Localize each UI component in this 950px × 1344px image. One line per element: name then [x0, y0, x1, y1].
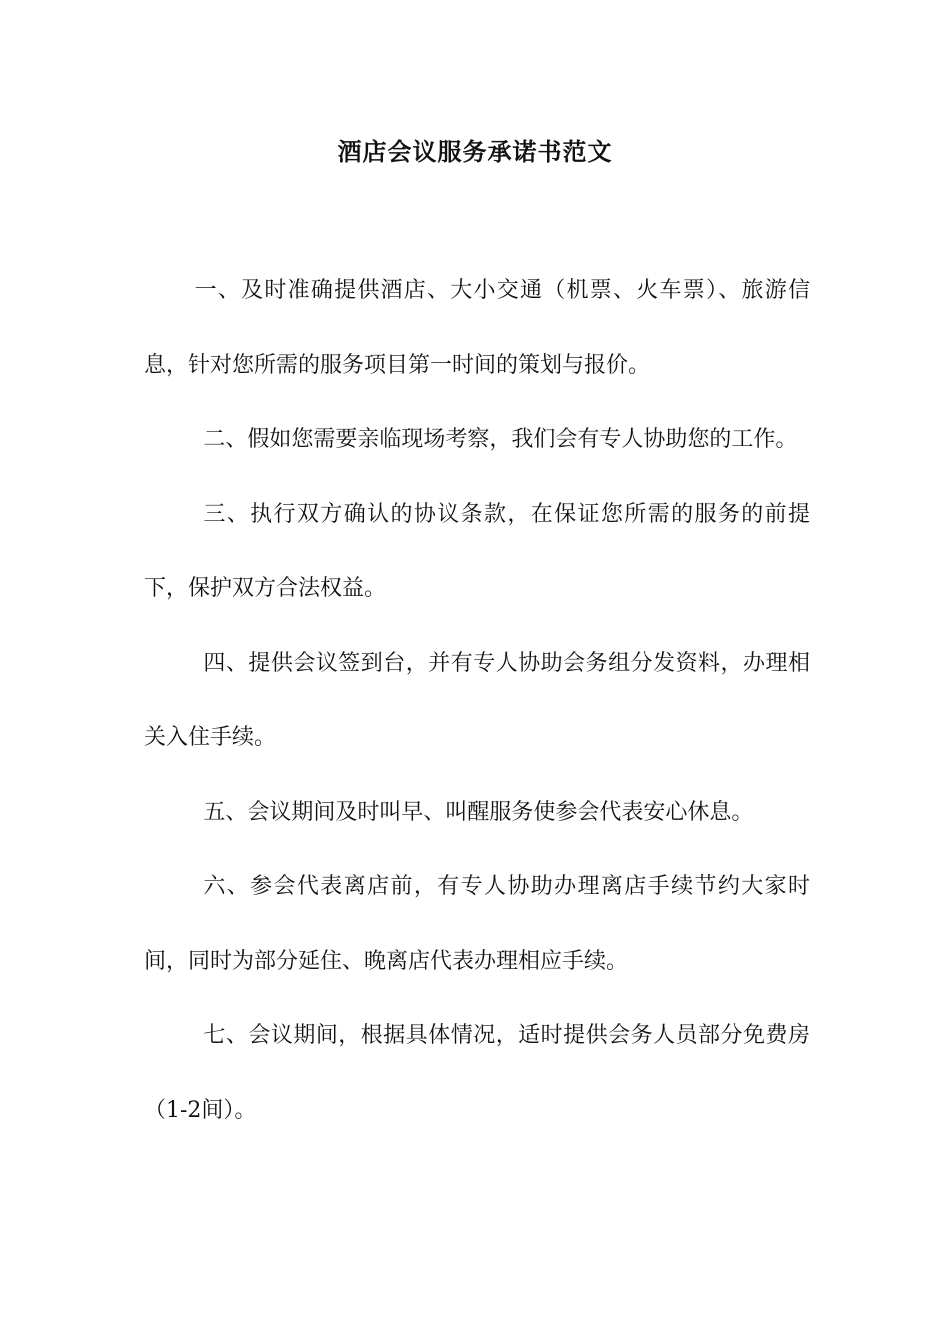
paragraph-1: 一、及时准确提供酒店、大小交通（机票、火车票）、旅游信息，针对您所需的服务项目第一时间的策划与报价。	[144, 278, 810, 378]
document-body	[144, 254, 810, 1148]
paragraph-2: 二、假如您需要亲临现场考察，我们会有专人协助您的工作。	[203, 427, 798, 452]
paragraph-3: 三、执行双方确认的协议条款，在保证您所需的服务的前提下，保护双方合法权益。	[144, 501, 810, 601]
paragraph-6: 六、参会代表离店前，有专人协助办理离店手续节约大家时间，同时为部分延住、晚离店代表办理相应手续。	[144, 874, 810, 974]
document-title: 酒店会议服务承诺书范文	[337, 137, 613, 166]
paragraph-4: 四、提供会议签到台，并有专人协助会务组分发资料，办理相关入住手续。	[144, 650, 810, 750]
paragraph-5: 五、会议期间及时叫早、叫醒服务使参会代表安心休息。	[203, 799, 754, 825]
paragraph-7: 七、会议期间，根据具体情况，适时提供会务人员部分免费房（1-2间）。	[144, 1023, 810, 1123]
